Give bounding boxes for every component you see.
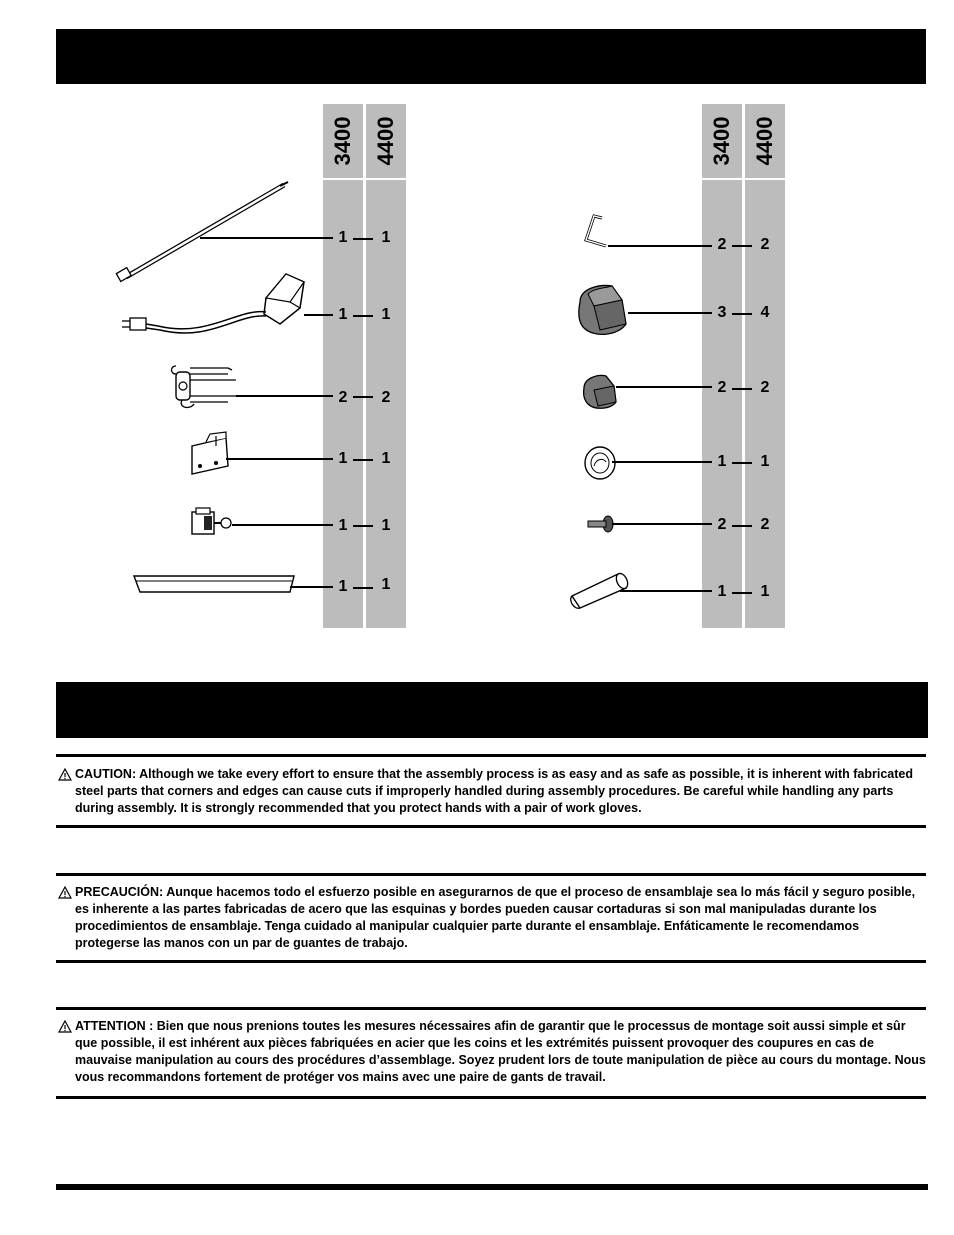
column-header-4400: 4400 xyxy=(752,116,777,166)
large-control-knob-icon xyxy=(574,282,634,340)
spit-fork-icon xyxy=(166,360,246,412)
qty-4400: 4 xyxy=(760,304,770,321)
warning-caution xyxy=(56,766,926,817)
wire-clip-icon xyxy=(576,212,612,252)
footer-rule xyxy=(56,1184,928,1190)
qty-4400: 2 xyxy=(760,379,770,396)
qty-4400: 2 xyxy=(760,516,770,533)
warning-text: PRECAUCIÓN: Aunque hacemos todo el esfuerzo posible en asegurarnos de que el proceso de ensamblaje sea lo más fácil y seguro posible, es inherente a las partes fabricadas de acero que las esquinas y bordes pueden causar cortaduras si son mal manipuladas durante los procedimientos de ensamblaje. Tenga cuidado al manipular cualquier parte durante el ensamblaje. Enfáticamente le recomendamos protegerse las manos con un par de guantes de trabajo. xyxy=(75,885,916,950)
right-column-3400 xyxy=(702,104,742,628)
section-header-bar xyxy=(56,682,928,738)
qty-3400: 1 xyxy=(338,578,348,595)
warning-text: ATTENTION : Bien que nous prenions toutes les mesures nécessaires afin de garantir que le processus de montage soit aussi simple et sûr que possible, il est inhérent aux pièces fabriquées en acier que les coins et les extrémités puissent provoquer des coupures en cas de mauvaise manipulation au cours des procédures d’assemblage. Soyez prudent lors de toute manipulation de pièce au cours du montage. Nous vous recommandons fortement de protéger vos mains avec une paire de gants de travail. xyxy=(75,1019,926,1084)
qty-3400: 2 xyxy=(338,389,348,406)
rotisserie-motor-icon xyxy=(118,268,308,338)
qty-3400: 1 xyxy=(338,229,348,246)
qty-4400: 1 xyxy=(381,306,391,323)
warning-attention xyxy=(56,1018,926,1086)
small-control-knob-icon xyxy=(580,372,622,412)
column-header-3400: 3400 xyxy=(709,116,734,166)
qty-3400: 1 xyxy=(717,583,727,600)
column-header-4400: 4400 xyxy=(373,116,398,166)
qty-4400: 2 xyxy=(760,236,770,253)
right-column-4400 xyxy=(745,104,785,628)
qty-4400: 1 xyxy=(381,576,391,593)
left-column-4400 xyxy=(366,104,406,628)
qty-3400: 1 xyxy=(338,450,348,467)
qty-3400: 3 xyxy=(717,304,727,321)
qty-4400: 1 xyxy=(381,517,391,534)
left-column-3400 xyxy=(323,104,363,628)
qty-4400: 1 xyxy=(381,229,391,246)
warning-triangle-icon xyxy=(58,1020,72,1033)
qty-4400: 1 xyxy=(760,583,770,600)
qty-3400: 1 xyxy=(338,306,348,323)
qty-3400: 2 xyxy=(717,236,727,253)
column-header-3400: 3400 xyxy=(330,116,355,166)
header-bar xyxy=(56,29,926,84)
qty-4400: 2 xyxy=(381,389,391,406)
warning-triangle-icon xyxy=(58,886,72,899)
qty-3400: 2 xyxy=(717,379,727,396)
warning-text: CAUTION: Although we take every effort to ensure that the assembly process is as easy and as safe as possible, it is inherent with fabricated steel parts that corners and edges can cause cuts if improperly handled during assembly procedures. Be careful while handling any parts during assembly. It is strongly recommended that you protect hands with a pair of work gloves. xyxy=(75,767,913,815)
drip-pan-icon xyxy=(130,572,298,596)
spacer-tube-icon xyxy=(564,568,634,610)
warning-precaucion xyxy=(56,884,926,952)
qty-3400: 1 xyxy=(338,517,348,534)
qty-4400: 1 xyxy=(760,453,770,470)
knob-bezel-icon xyxy=(582,444,618,482)
motor-bracket-icon xyxy=(186,432,236,476)
qty-4400: 1 xyxy=(381,450,391,467)
qty-3400: 1 xyxy=(717,453,727,470)
warning-triangle-icon xyxy=(58,768,72,781)
counterbalance-icon xyxy=(188,506,234,540)
qty-3400: 2 xyxy=(717,516,727,533)
